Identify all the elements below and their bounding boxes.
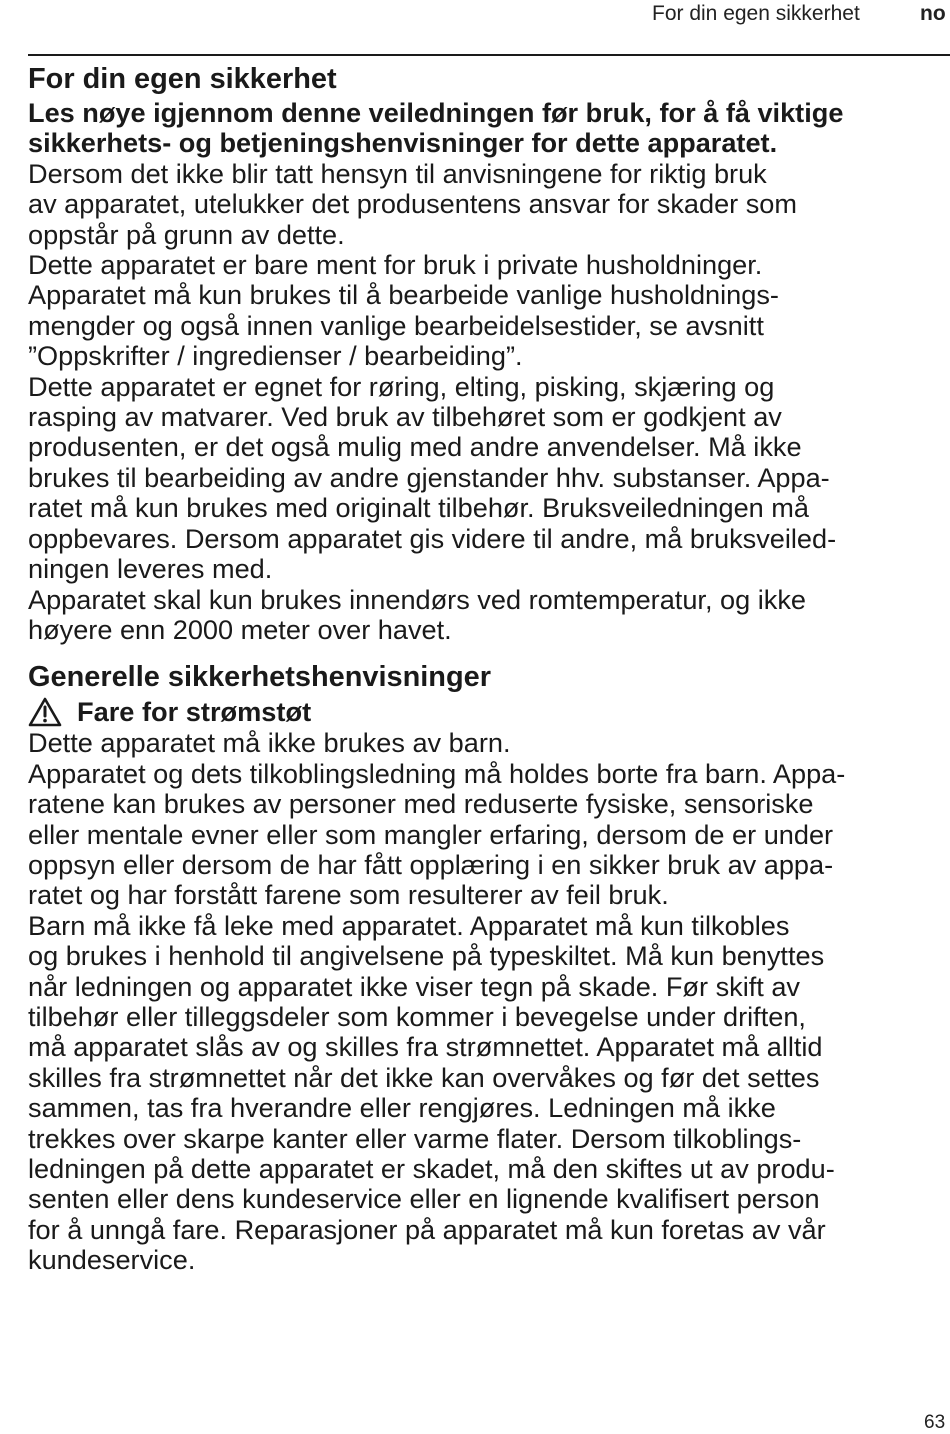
running-header-title: For din egen sikkerhet <box>652 2 860 25</box>
text-line: rasping av matvarer. Ved bruk av tilbehøret som er godkjent av <box>28 401 782 433</box>
text-line: senten eller dens kundeservice eller en lignende kvalifisert person <box>28 1183 820 1215</box>
text-line: tilbehør eller tilleggsdeler som kommer i bevegelse under driften, <box>28 1000 806 1032</box>
text-line: sammen, tas fra hverandre eller rengjøres. Ledningen må ikke <box>28 1092 776 1124</box>
text-line: ledningen på dette apparatet er skadet, må den skiftes ut av produ- <box>28 1153 835 1184</box>
text-line: og brukes i henhold til angivelsene på typeskiltet. Må kun benyttes <box>28 940 825 972</box>
text-line: mengder og også innen vanlige bearbeidelsestider, se avsnitt <box>28 309 764 341</box>
text-line: for å unngå fare. Reparasjoner på apparatet må kun foretas av vår <box>28 1213 826 1245</box>
language-code: no <box>920 2 946 25</box>
text-line: oppsyn eller dersom de har fått opplæring i en sikker bruk av appa- <box>28 848 834 880</box>
text-line: ”Oppskrifter / ingredienser / bearbeiding”. <box>28 340 523 372</box>
text-line: Apparatet og dets tilkoblingsledning må holdes borte fra barn. Appa- <box>28 757 846 789</box>
page-number: 63 <box>924 1412 946 1433</box>
text-line: kundeservice. <box>28 1244 196 1276</box>
text-line: Dersom det ikke blir tatt hensyn til anvisningene for riktig bruk <box>28 157 767 189</box>
text-line: Les nøye igjennom denne veiledningen før bruk, for å få viktige <box>28 97 844 128</box>
text-line: eller mentale evner eller som mangler erfaring, dersom de er under <box>28 818 834 850</box>
text-line: av apparatet, utelukker det produsentens ansvar for skader som <box>28 188 797 220</box>
text-line: Barn må ikke få leke med apparatet. Apparatet må kun tilkobles <box>28 909 790 941</box>
text-line: oppstår på grunn av dette. <box>28 218 345 250</box>
warning-heading <box>28 696 950 728</box>
warning-triangle-icon <box>28 697 62 727</box>
warning-title: Fare for strømstøt <box>77 696 312 728</box>
text-line: brukes til bearbeiding av andre gjenstander hhv. substanser. Appa- <box>28 461 830 493</box>
text-line: Dette apparatet er bare ment for bruk i private husholdninger. <box>28 249 763 281</box>
text-line: ratet og har forstått farene som resulterer av feil bruk. <box>28 879 669 911</box>
text-line: ratene kan brukes av personer med reduserte fysiske, sensoriske <box>28 788 814 820</box>
text-line: Apparatet må kun brukes til å bearbeide vanlige husholdnings- <box>28 279 779 311</box>
safety-body-text <box>28 159 950 646</box>
text-line: skilles fra strømnettet når det ikke kan overvåkes og før det settes <box>28 1061 820 1093</box>
page-content <box>28 60 950 1276</box>
text-line: høyere enn 2000 meter over havet. <box>28 613 452 645</box>
header-divider <box>28 54 950 56</box>
text-line: oppbevares. Dersom apparatet gis videre til andre, må bruksveiled- <box>28 522 837 554</box>
intro-bold-paragraph <box>28 98 950 159</box>
text-line: sikkerhets- og betjeningshenvisninger for dette apparatet. <box>28 127 778 159</box>
text-line: må apparatet slås av og skilles fra strømnettet. Apparatet må alltid <box>28 1031 823 1063</box>
text-line: ratet må kun brukes med originalt tilbehør. Bruksveiledningen må <box>28 492 809 524</box>
text-line: ningen leveres med. <box>28 553 273 585</box>
section-heading-safety: For din egen sikkerhet <box>28 63 337 95</box>
section-heading-general-safety: Generelle sikkerhetshenvisninger <box>28 661 491 694</box>
text-line: når ledningen og apparatet ikke viser tegn på skade. Før skift av <box>28 970 800 1002</box>
text-line: Apparatet skal kun brukes innendørs ved romtemperatur, og ikke <box>28 583 806 615</box>
general-safety-body-text <box>28 728 950 1275</box>
text-line: Dette apparatet er egnet for røring, elting, pisking, skjæring og <box>28 370 775 402</box>
text-line: Dette apparatet må ikke brukes av barn. <box>28 727 511 759</box>
text-line: produsenten, er det også mulig med andre anvendelser. Må ikke <box>28 431 802 463</box>
text-line: trekkes over skarpe kanter eller varme flater. Dersom tilkoblings- <box>28 1122 802 1154</box>
